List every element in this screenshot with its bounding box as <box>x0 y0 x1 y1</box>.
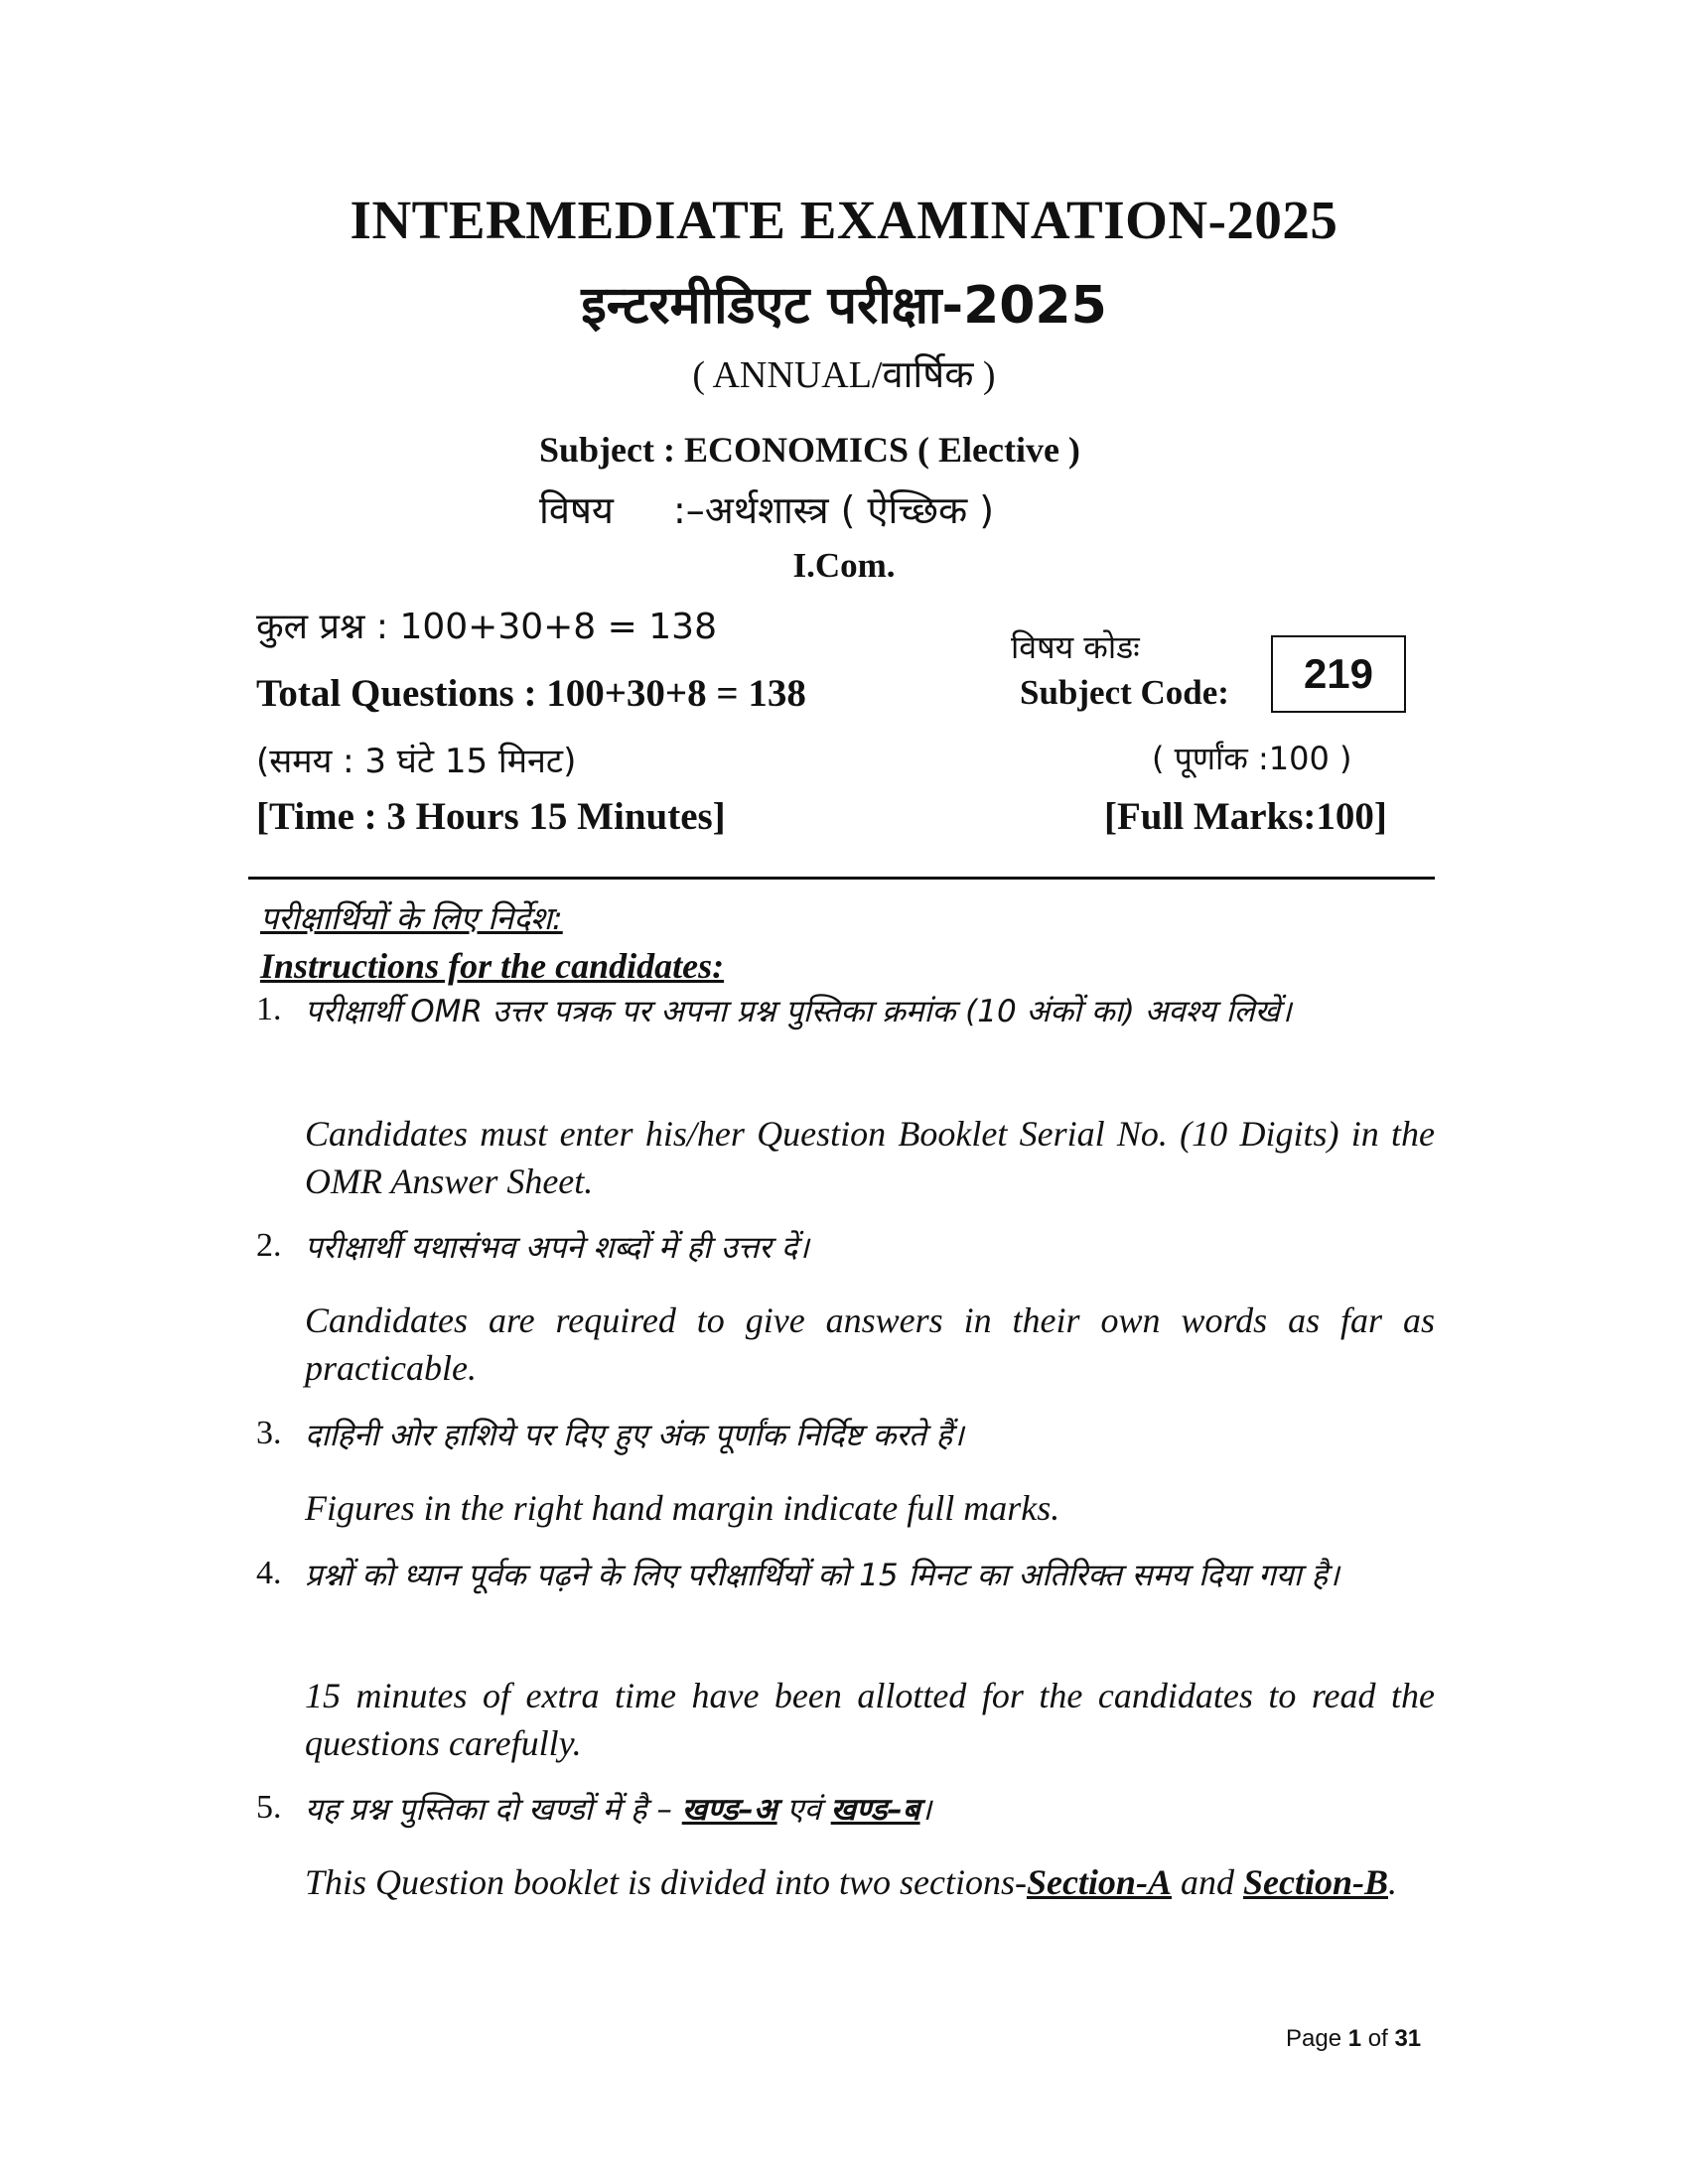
page-number <box>1286 2025 1421 2053</box>
instruction-5-english-conj: and <box>1171 1862 1243 1902</box>
subject-hindi-label: विषय <box>539 488 614 532</box>
page-of: of <box>1367 2025 1388 2052</box>
course-name: I.Com. <box>792 546 896 585</box>
instruction-4-hindi: प्रश्नों को ध्यान पूर्वक पढ़ने के लिए परीक्षार्थियों को 15 मिनट का अतिरिक्त समय दिया गया है। <box>305 1558 1339 1593</box>
instruction-5-english-text: This Question booklet is divided into two sections- <box>305 1862 1027 1902</box>
subject-hindi <box>539 483 994 535</box>
total-questions-english: Total Questions : 100+30+8 = 138 <box>256 672 806 715</box>
subject-code-label-english: Subject Code: <box>1020 673 1229 712</box>
full-marks-english: [Full Marks:100] <box>1104 795 1387 838</box>
instruction-3-english: Figures in the right hand margin indicate full marks. <box>305 1488 1060 1528</box>
subject-code-box: 219 <box>1271 635 1406 713</box>
exam-session: ( ANNUAL/वार्षिक ) <box>692 354 996 396</box>
time-hindi: (समय : 3 घंटे 15 मिनट) <box>256 742 577 781</box>
instruction-4-english: 15 minutes of extra time have been allotted for the candidates to read the questions carefully. <box>305 1676 1435 1763</box>
time-english: [Time : 3 Hours 15 Minutes] <box>256 795 726 838</box>
instruction-2-hindi: परीक्षार्थी यथासंभव अपने शब्दों में ही उत्तर दें। <box>305 1230 809 1266</box>
instructions-heading-hindi: परीक्षार्थियों के लिए निर्देश: <box>260 899 563 937</box>
instruction-5-hindi <box>305 1785 1435 1835</box>
section-b-hindi: खण्ड–ब <box>830 1792 920 1828</box>
subject-code-label-hindi: विषय कोडः <box>1011 628 1140 666</box>
section-a-english: Section-A <box>1026 1862 1172 1902</box>
instruction-5-hindi-text: यह प्रश्न पुस्तिका दो खण्डों में है – <box>305 1792 682 1828</box>
subject-english: Subject : ECONOMICS ( Elective ) <box>539 430 1080 470</box>
section-a-hindi: खण्ड–अ <box>681 1792 777 1828</box>
instruction-number: 4. <box>256 1555 282 1591</box>
instruction-1-hindi: परीक्षार्थी OMR उत्तर पत्रक पर अपना प्रश्न पुस्तिका क्रमांक (10 अंकों का) अवश्य लिखें। <box>305 994 1292 1029</box>
page-total: 31 <box>1394 2025 1422 2052</box>
instruction-1-english: Candidates must enter his/her Question Booklet Serial No. (10 Digits) in the OMR Answer Sheet. <box>305 1114 1435 1201</box>
instruction-number: 3. <box>256 1415 282 1451</box>
section-b-english: Section-B <box>1242 1862 1388 1902</box>
instruction-2-english: Candidates are required to give answers in their own words as far as practicable. <box>305 1300 1435 1388</box>
subject-hindi-value: :–अर्थशास्त्र ( ऐच्छिक ) <box>672 488 995 532</box>
instruction-number: 2. <box>256 1227 282 1264</box>
instruction-5-hindi-end: । <box>919 1792 932 1828</box>
exam-title-english: INTERMEDIATE EXAMINATION-2025 <box>350 190 1338 250</box>
page-label: Page <box>1286 2025 1342 2052</box>
instruction-number: 5. <box>256 1789 282 1826</box>
total-questions-hindi: कुल प्रश्न : 100+30+8 = 138 <box>256 607 717 647</box>
instruction-number: 1. <box>256 991 282 1027</box>
page-current: 1 <box>1347 2025 1362 2052</box>
instruction-3-hindi: दाहिनी ओर हाशिये पर दिए हुए अंक पूर्णांक निर्दिष्ट करते हैं। <box>305 1418 964 1453</box>
instruction-5-english <box>305 1858 1435 1906</box>
instruction-5-english-end: . <box>1387 1862 1397 1902</box>
header-divider <box>248 877 1435 880</box>
instruction-5-hindi-conj: एवं <box>776 1792 831 1828</box>
instructions-heading-english: Instructions for the candidates: <box>260 946 725 986</box>
full-marks-hindi: ( पूर्णांक :100 ) <box>1152 740 1352 777</box>
exam-title-hindi: इन्टरमीडिएट परीक्षा-2025 <box>581 276 1107 336</box>
